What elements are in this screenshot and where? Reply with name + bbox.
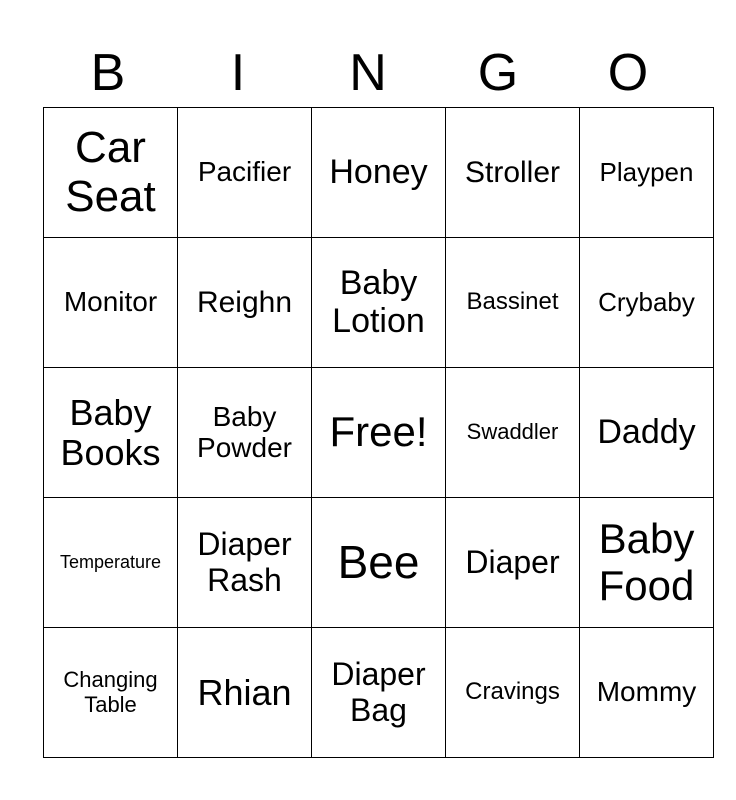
bingo-cell[interactable] [446, 628, 580, 758]
cell-label: Rhian [197, 671, 292, 713]
header-letter-i: I [230, 44, 246, 102]
cell-label: Changing Table [63, 667, 158, 717]
board-row [44, 498, 714, 628]
cell-label: Baby Books [60, 391, 161, 473]
bingo-cell[interactable] [178, 628, 312, 758]
cell-label: Playpen [599, 157, 694, 188]
cell-label: Mommy [596, 676, 697, 708]
bingo-cell[interactable] [312, 238, 446, 368]
board-row [44, 238, 714, 368]
cell-label: Free! [329, 408, 428, 456]
bingo-cell[interactable] [44, 498, 178, 628]
bingo-cell[interactable] [44, 368, 178, 498]
bingo-cell[interactable] [312, 498, 446, 628]
bingo-cell[interactable] [580, 498, 714, 628]
cell-label: Temperature [59, 551, 162, 572]
bingo-cell[interactable] [178, 108, 312, 238]
cell-label: Cravings [465, 678, 560, 706]
cell-label: Diaper Bag [331, 656, 426, 728]
cell-label: Pacifier [197, 156, 292, 188]
bingo-cell[interactable] [44, 108, 178, 238]
cell-label: Stroller [464, 156, 561, 189]
cell-label: Crybaby [598, 287, 695, 318]
board-row [44, 108, 714, 238]
bingo-cell[interactable] [446, 238, 580, 368]
bingo-cell[interactable] [178, 238, 312, 368]
header-letter-g: G [477, 44, 519, 102]
cell-label: Baby Lotion [332, 264, 425, 340]
free-space-cell[interactable] [312, 368, 446, 498]
bingo-cell[interactable] [178, 368, 312, 498]
bingo-board [43, 107, 714, 758]
bingo-cell[interactable] [446, 498, 580, 628]
cell-label: Reighn [196, 286, 293, 319]
header-letter-o: O [607, 44, 649, 102]
bingo-cell[interactable] [44, 238, 178, 368]
bingo-header [43, 40, 693, 106]
bingo-cell[interactable] [312, 108, 446, 238]
header-letter-n: N [349, 44, 387, 102]
bingo-cell[interactable] [44, 628, 178, 758]
bingo-cell[interactable] [312, 628, 446, 758]
cell-label: Bee [337, 536, 420, 589]
board-row [44, 628, 714, 758]
bingo-cell[interactable] [446, 368, 580, 498]
bingo-cell[interactable] [580, 368, 714, 498]
cell-label: Car Seat [65, 123, 156, 221]
cell-label: Baby Powder [197, 400, 292, 463]
board-row [44, 368, 714, 498]
cell-label: Monitor [63, 286, 158, 318]
cell-label: Swaddler [466, 419, 559, 445]
cell-label: Diaper [465, 543, 560, 580]
cell-label: Honey [329, 152, 428, 191]
bingo-cell[interactable] [580, 628, 714, 758]
header-letter-b: B [90, 44, 126, 102]
cell-label: Daddy [597, 412, 696, 451]
cell-label: Bassinet [466, 288, 559, 316]
cell-label: Baby Food [598, 515, 695, 609]
cell-label: Diaper Rash [197, 526, 292, 598]
bingo-cell[interactable] [446, 108, 580, 238]
bingo-cell[interactable] [178, 498, 312, 628]
bingo-cell[interactable] [580, 238, 714, 368]
bingo-cell[interactable] [580, 108, 714, 238]
